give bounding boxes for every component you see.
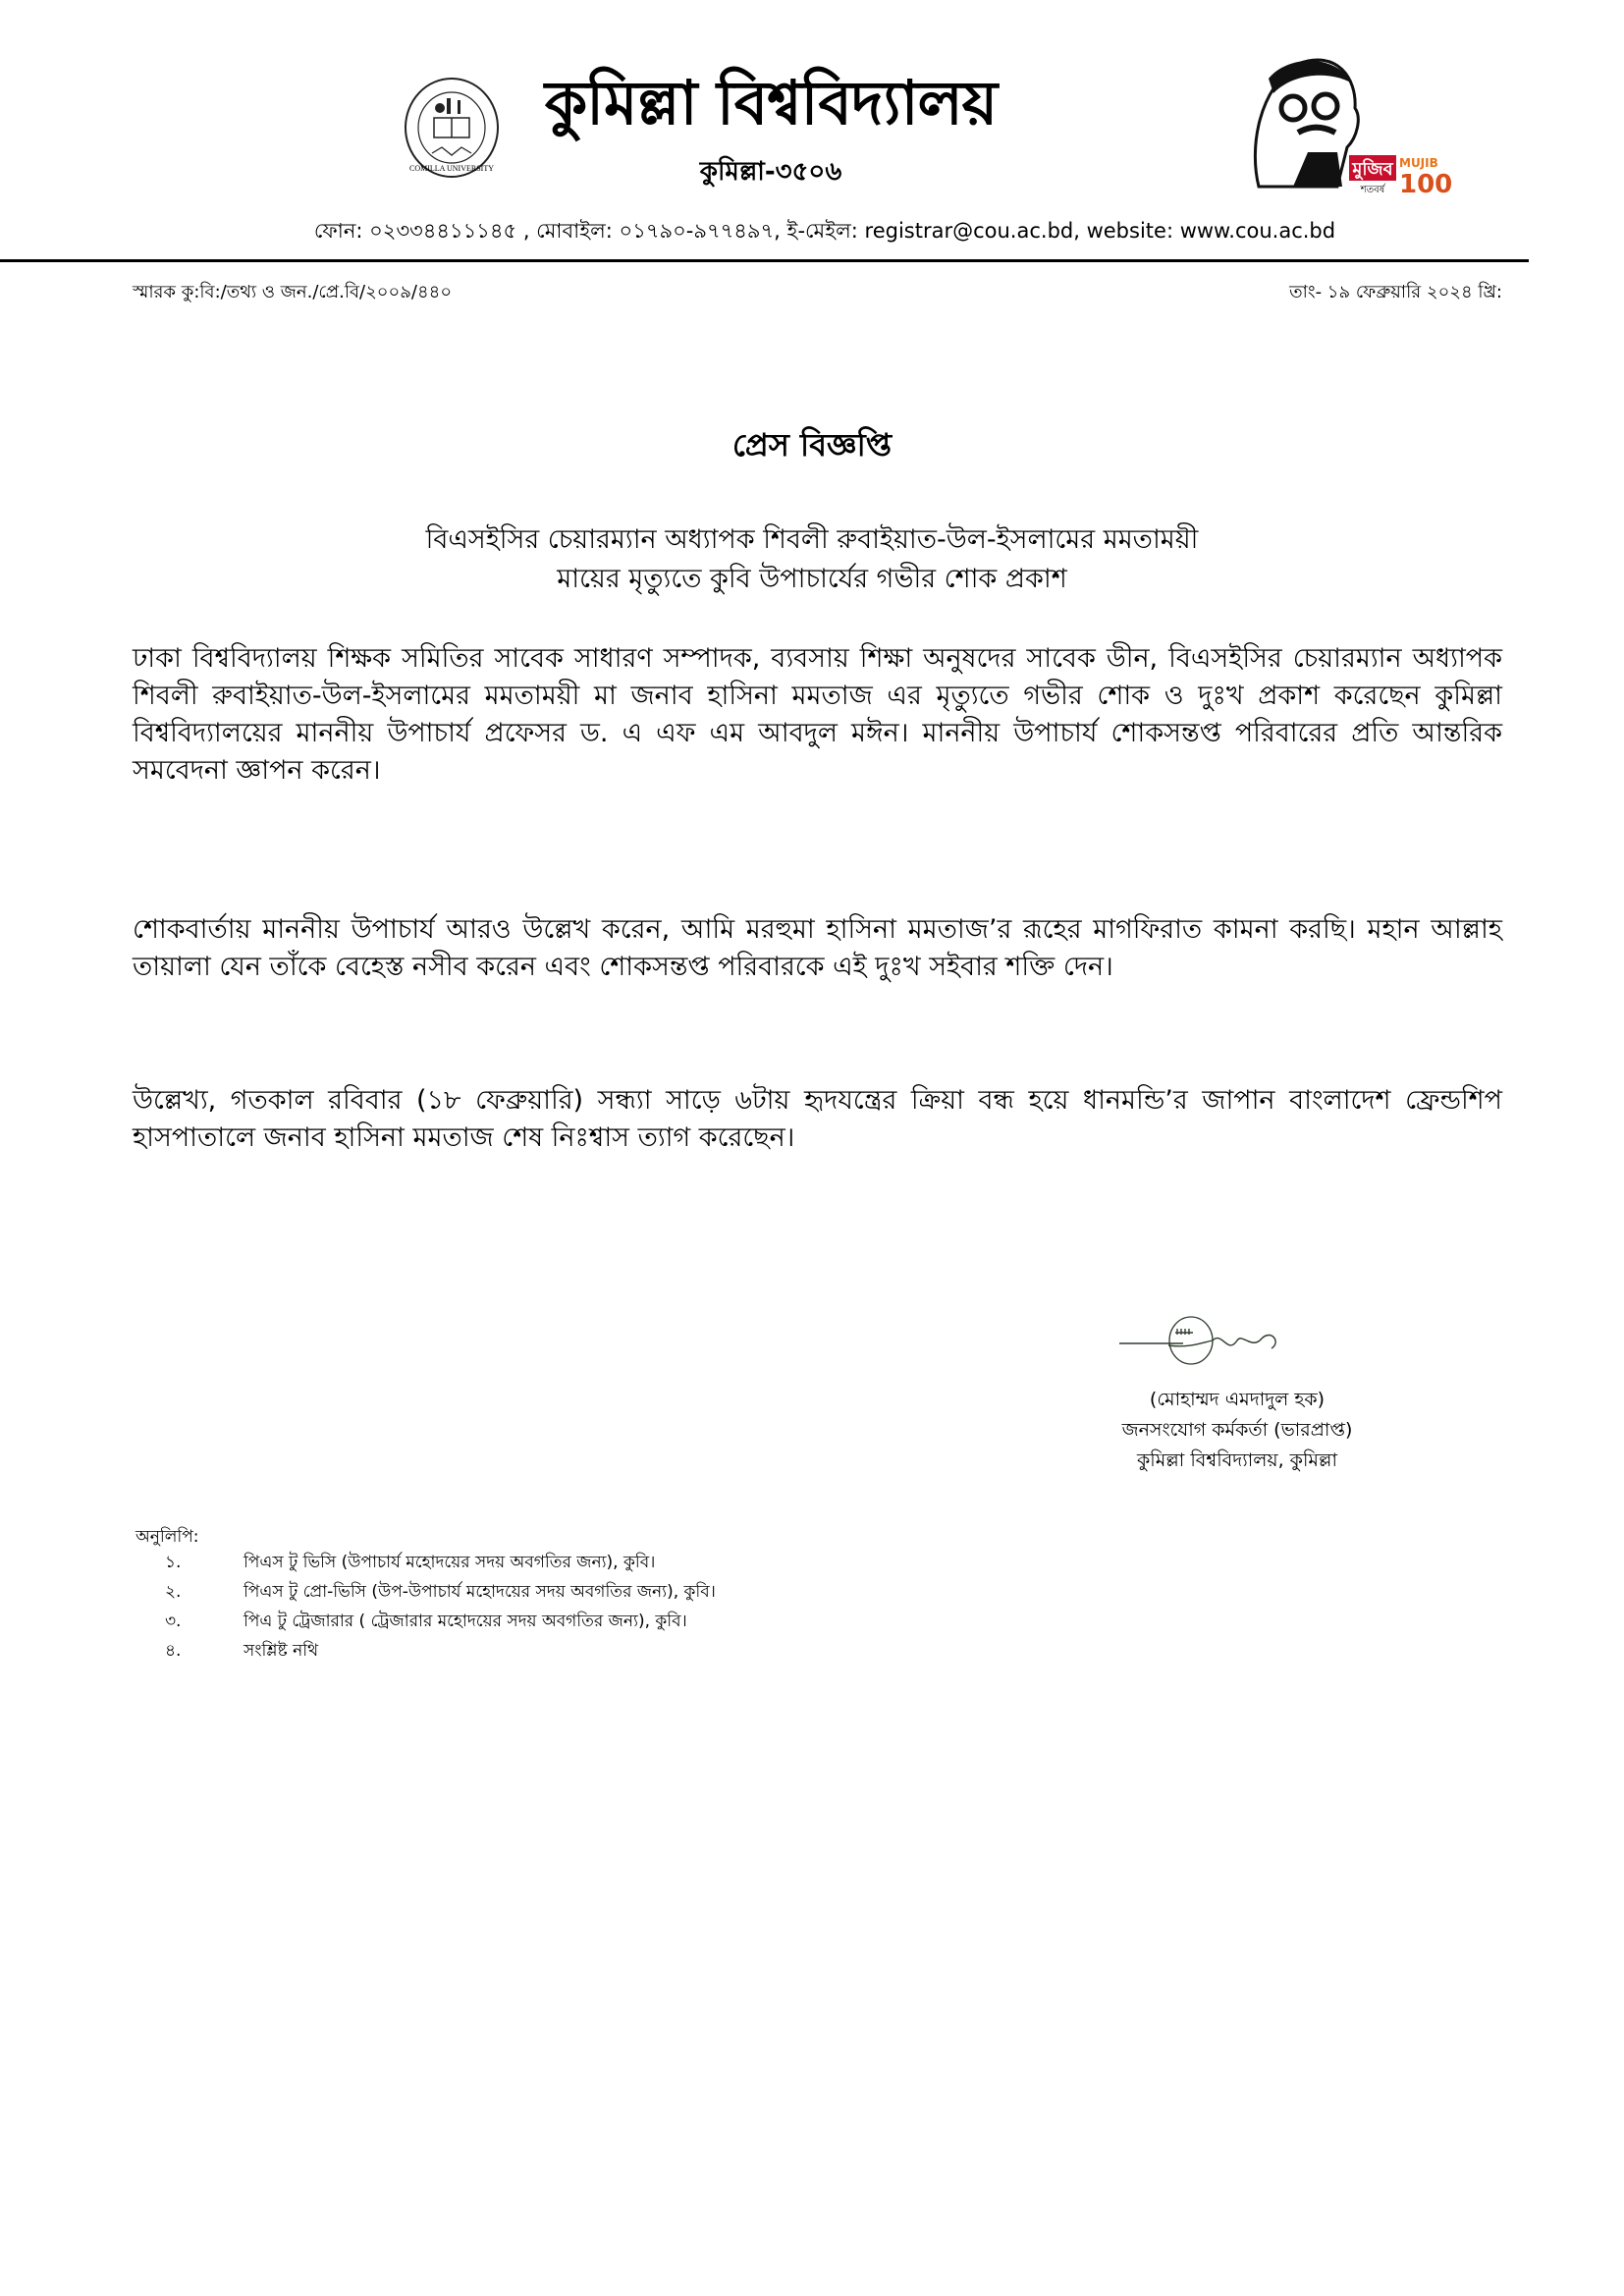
copy-item-number: ১. bbox=[165, 1553, 182, 1572]
university-seal-logo bbox=[403, 77, 501, 180]
copies-list bbox=[165, 1548, 716, 1666]
copy-item bbox=[165, 1548, 716, 1577]
copies-label: অনুলিপি: bbox=[135, 1527, 199, 1547]
university-name: কুমিল্লা বিশ্ববিদ্যালয় bbox=[544, 67, 998, 138]
copy-item-number: ৩. bbox=[165, 1612, 182, 1631]
copy-item-text: পিএ টু ট্রেজারার ( ট্রেজারার মহোদয়ের সদয় অবগতির জন্য), কুবি। bbox=[244, 1612, 687, 1631]
body-paragraph-2: শোকবার্তায় মাননীয় উপাচার্য আরও উল্লেখ করেন, আমি মরহুমা হাসিনা মমতাজ’র রূহের মাগফিরাত কামনা করছি। মহান আল্লাহ তায়ালা যেন তাঁকে বেহেস্ত নসীব করেন এবং শোকসন্তপ্ত পরিবারকে এই দুঃখ সইবার শক্তি দেন। bbox=[133, 914, 1502, 982]
headline bbox=[177, 520, 1447, 599]
mujib-logo-num-text: 100 bbox=[1399, 170, 1453, 196]
seal-text: COMILLA UNIVERSITY bbox=[409, 164, 494, 173]
memo-reference: স্মারক কু:বি:/তথ্য ও জন./প্রে.বি/২০০৯/৪৪০ bbox=[133, 282, 453, 302]
signatory-name: (মোহাম্মদ এমদাদুল হক) bbox=[1149, 1389, 1326, 1410]
signatory-organization: কুমিল্লা বিশ্ববিদ্যালয়, কুমিল্লা bbox=[1137, 1449, 1337, 1471]
copy-item-text: পিএস টু ভিসি (উপাচার্য মহোদয়ের সদয় অবগতির জন্য), কুবি। bbox=[244, 1553, 656, 1572]
copy-item-number: ২. bbox=[165, 1582, 182, 1602]
body-paragraph-3: উল্লেখ্য, গতকাল রবিবার (১৮ ফেব্রুয়ারি) সন্ধ্যা সাড়ে ৬টায় হৃদযন্ত্রের ক্রিয়া বন্ধ হয়ে ধানমন্ডি’র জাপান বাংলাদেশ ফ্রেন্ডশিপ হাসপাতালে জনাব হাসিনা মমতাজ শেষ নিঃশ্বাস ত্যাগ করেছেন। bbox=[133, 1085, 1502, 1153]
copy-item bbox=[165, 1577, 716, 1607]
document-title: প্রেস বিজ্ঞপ্তি bbox=[731, 426, 893, 464]
signature-image bbox=[1114, 1311, 1291, 1375]
mujib-100-logo bbox=[1239, 49, 1455, 196]
headline-line-2: মায়ের মৃত্যুতে কুবি উপাচার্যের গভীর শোক প্রকাশ bbox=[557, 564, 1067, 594]
signatory-block bbox=[1060, 1385, 1414, 1476]
copy-item bbox=[165, 1607, 716, 1636]
contact-info: ফোন: ০২৩৩৪৪১১১৪৫ , মোবাইল: ০১৭৯০-৯৭৭৪৯৭, ই-মেইল: registrar@cou.ac.bd, website: www.cou.ac.bd bbox=[313, 219, 1336, 243]
body-paragraph-1: ঢাকা বিশ্ববিদ্যালয় শিক্ষক সমিতির সাবেক সাধারণ সম্পাদক, ব্যবসায় শিক্ষা অনুষদের সাবেক ডীন, বিএসইসির চেয়ারম্যান অধ্যাপক শিবলী রুবাইয়াত-উল-ইসলামের মমতাময়ী মা জনাব হাসিনা মমতাজ এর মৃত্যুতে গভীর শোক ও দুঃখ প্রকাশ করেছেন কুমিল্লা বিশ্ববিদ্যালয়ের মাননীয় উপাচার্য প্রফেসর ড. এ এফ এম আবদুল মঈন। মাননীয় উপাচার্য শোকসন্তপ্ত পরিবারের প্রতি আন্তরিক সমবেদনা জ্ঞাপন করেন। bbox=[133, 643, 1502, 786]
copy-item-text: পিএস টু প্রো-ভিসি (উপ-উপাচার্য মহোদয়ের সদয় অবগতির জন্য), কুবি। bbox=[244, 1582, 716, 1602]
mujib-logo-sub-text: শতবর্ষ bbox=[1360, 185, 1385, 195]
mujib-logo-en-text: MUJIB bbox=[1399, 156, 1438, 170]
headline-line-1: বিএসইসির চেয়ারম্যান অধ্যাপক শিবলী রুবাইয়াত-উল-ইসলামের মমতাময়ী bbox=[425, 524, 1199, 555]
memo-date: তাং- ১৯ ফেব্রুয়ারি ২০২৪ খ্রি: bbox=[1289, 282, 1502, 302]
signatory-designation: জনসংযোগ কর্মকর্তা (ভারপ্রাপ্ত) bbox=[1121, 1419, 1353, 1441]
copy-item-number: ৪. bbox=[165, 1641, 182, 1661]
copy-item-text: সংশ্লিষ্ট নথি bbox=[244, 1641, 319, 1661]
header-divider bbox=[0, 259, 1529, 262]
university-address: কুমিল্লা-৩৫০৬ bbox=[699, 157, 842, 187]
copy-item bbox=[165, 1636, 716, 1666]
mujib-logo-bn-text: মুজিব bbox=[1352, 159, 1393, 180]
